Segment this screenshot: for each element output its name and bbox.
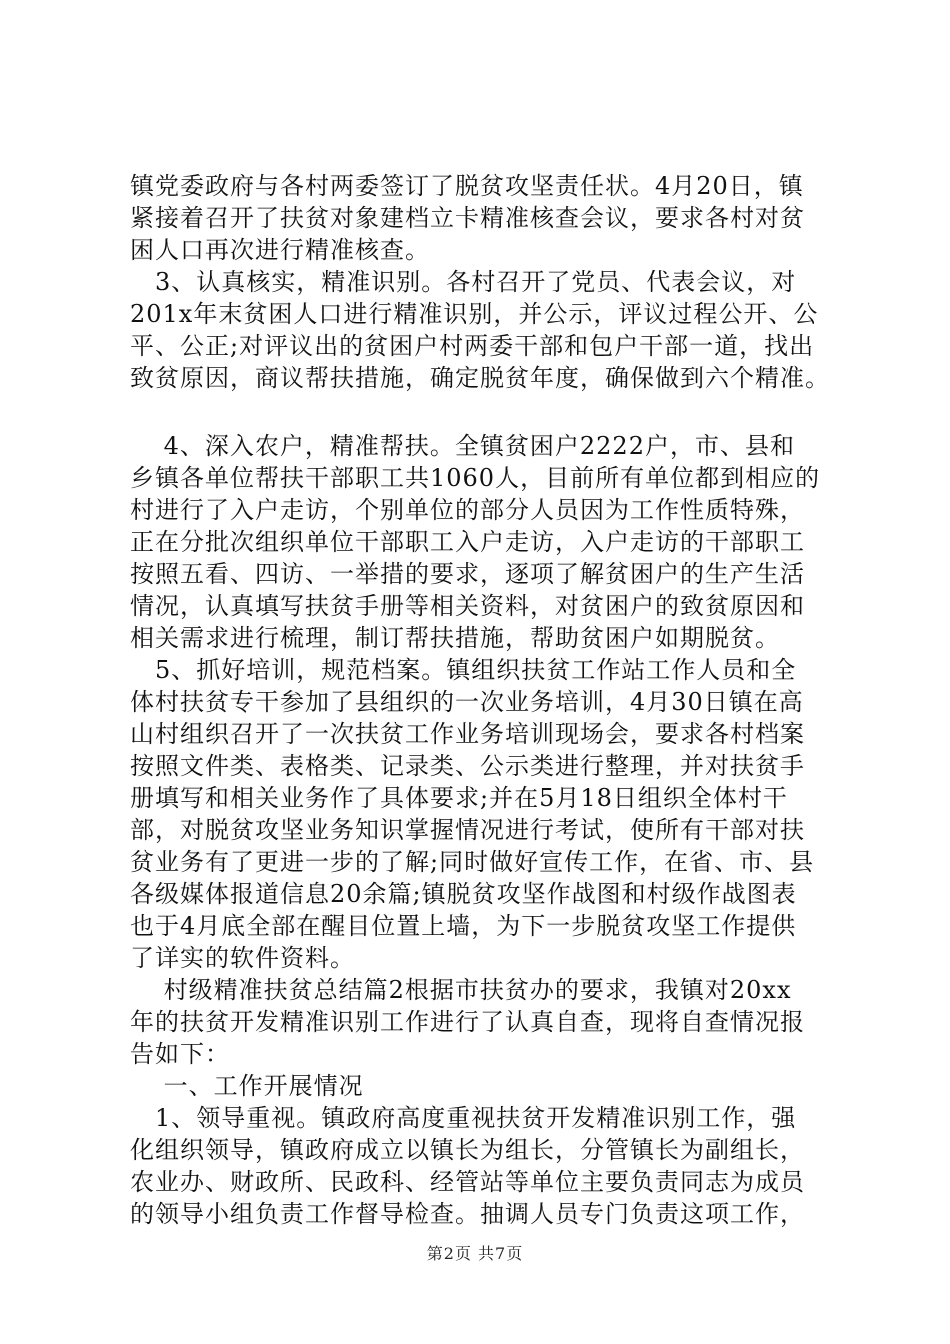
text-line: 紧接着召开了扶贫对象建档立卡精准核查会议，要求各村对贫 <box>130 204 805 232</box>
text-line: 相关需求进行梳理，制订帮扶措施，帮助贫困户如期脱贫。 <box>130 624 780 652</box>
text-line: 农业办、财政所、民政科、经管站等单位主要负责同志为成员 <box>130 1168 805 1196</box>
paragraph <box>130 654 830 974</box>
section-heading <box>130 1070 830 1102</box>
text-line: 册填写和相关业务作了具体要求;并在5月18日组织全体村干 <box>130 784 788 812</box>
text-line: 化组织领导，镇政府成立以镇长为组长，分管镇长为副组长， <box>130 1136 805 1164</box>
text-line: 1、领导重视。镇政府高度重视扶贫开发精准识别工作，强 <box>130 1104 797 1132</box>
text-line: 贫业务有了更进一步的了解;同时做好宣传工作，在省、市、县 <box>130 848 815 876</box>
text-line: 镇党委政府与各村两委签订了脱贫攻坚责任状。4月20日，镇 <box>130 172 804 200</box>
document-body <box>130 170 830 1230</box>
text-line: 正在分批次组织单位干部职工入户走访，入户走访的干部职工 <box>130 528 805 556</box>
text-line: 年的扶贫开发精准识别工作进行了认真自查，现将自查情况报 <box>130 1008 805 1036</box>
text-line: 按照文件类、表格类、记录类、公示类进行整理，并对扶贫手 <box>130 752 805 780</box>
paragraph <box>130 266 830 394</box>
text-line: 村进行了入户走访，个别单位的部分人员因为工作性质特殊， <box>130 496 805 524</box>
text-line: 按照五看、四访、一举措的要求，逐项了解贫困户的生产生活 <box>130 560 805 588</box>
text-line: 平、公正;对评议出的贫困户村两委干部和包户干部一道，找出 <box>130 332 815 360</box>
text-line: 村级精准扶贫总结篇2根据市扶贫办的要求，我镇对20xx <box>130 976 792 1004</box>
paragraph <box>130 430 830 654</box>
text-line: 各级媒体报道信息20余篇;镇脱贫攻坚作战图和村级作战图表 <box>130 880 797 908</box>
text-line: 体村扶贫专干参加了县组织的一次业务培训，4月30日镇在高 <box>130 688 804 716</box>
text-line: 部，对脱贫攻坚业务知识掌握情况进行考试，使所有干部对扶 <box>130 816 805 844</box>
text-line: 一、工作开展情况 <box>130 1072 364 1100</box>
text-line: 的领导小组负责工作督导检查。抽调人员专门负责这项工作， <box>130 1200 805 1228</box>
text-line: 致贫原因，商议帮扶措施，确定脱贫年度，确保做到六个精准。 <box>130 364 830 392</box>
text-line: 5、抓好培训，规范档案。镇组织扶贫工作站工作人员和全 <box>130 656 797 684</box>
text-line: 山村组织召开了一次扶贫工作业务培训现场会，要求各村档案 <box>130 720 805 748</box>
text-line: 201x年末贫困人口进行精准识别，并公示，评议过程公开、公 <box>130 300 819 328</box>
page-number-footer: 第2页 共7页 <box>426 1244 524 1263</box>
text-line: 情况，认真填写扶贫手册等相关资料，对贫困户的致贫原因和 <box>130 592 805 620</box>
paragraph <box>130 974 830 1070</box>
paragraph <box>130 170 830 266</box>
text-line: 也于4月底全部在醒目位置上墙，为下一步脱贫攻坚工作提供 <box>130 912 797 940</box>
paragraph <box>130 1102 830 1230</box>
paragraph-gap <box>130 394 830 430</box>
text-line: 了详实的软件资料。 <box>130 944 355 972</box>
text-line: 困人口再次进行精准核查。 <box>130 236 430 264</box>
text-line: 告如下： <box>130 1040 230 1068</box>
text-line: 3、认真核实，精准识别。各村召开了党员、代表会议，对 <box>130 268 797 296</box>
text-line: 4、深入农户，精准帮扶。全镇贫困户2222户，市、县和 <box>130 432 795 460</box>
text-line: 乡镇各单位帮扶干部职工共1060人，目前所有单位都到相应的 <box>130 464 821 492</box>
